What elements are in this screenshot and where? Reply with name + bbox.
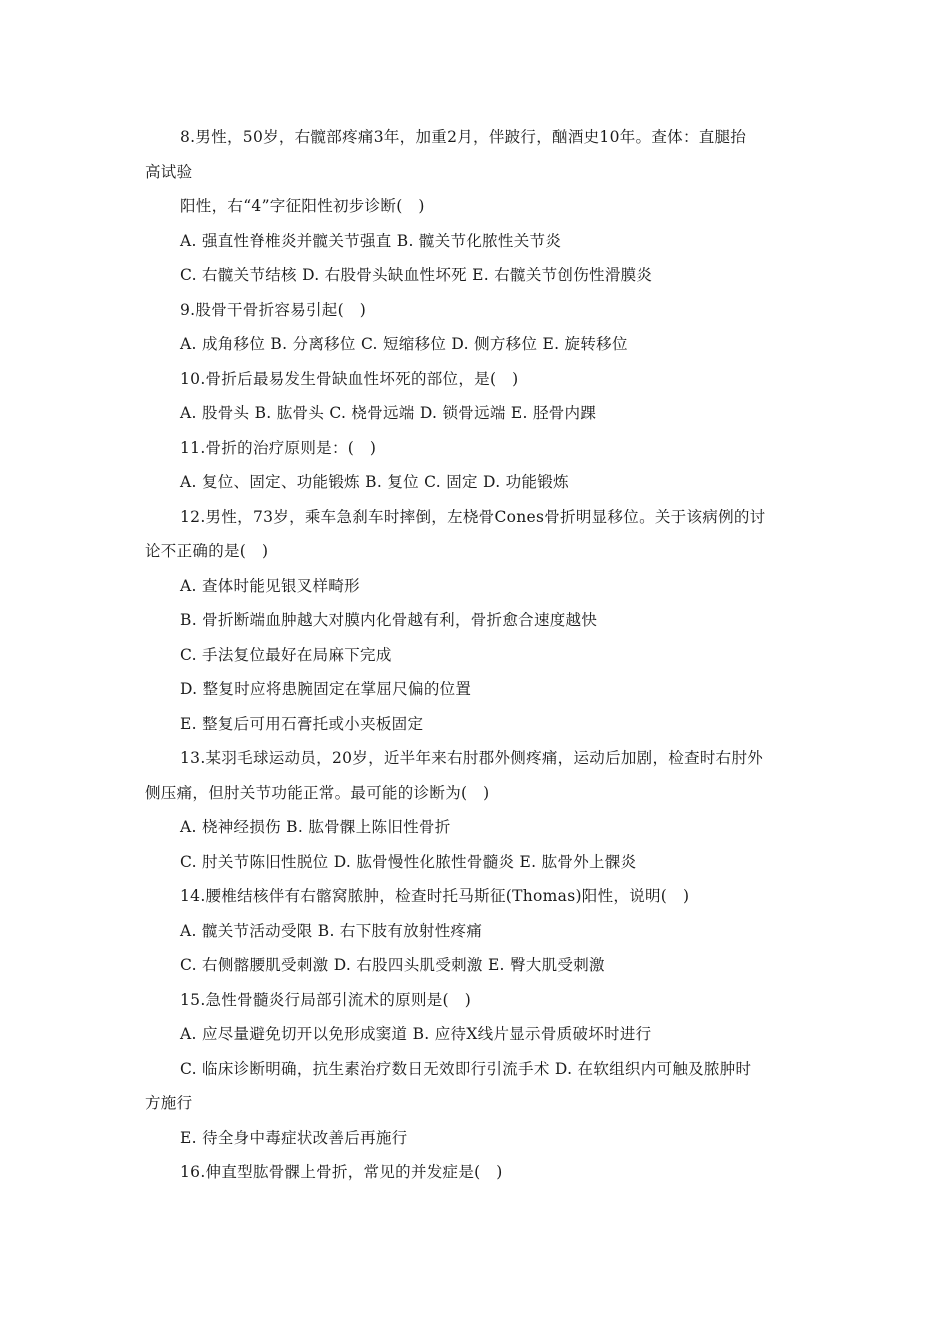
text-line: A. 查体时能见银叉样畸形 xyxy=(180,576,360,595)
text-line: A. 成角移位 B. 分离移位 C. 短缩移位 D. 侧方移位 E. 旋转移位 xyxy=(180,335,628,353)
text-line: 10.骨折后最易发生骨缺血性坏死的部位，是( ) xyxy=(180,369,519,388)
text-line: C. 肘关节陈旧性脱位 D. 肱骨慢性化脓性骨髓炎 E. 肱骨外上髁炎 xyxy=(180,852,637,871)
text-line: 侧压痛，但肘关节功能正常。最可能的诊断为( ) xyxy=(145,783,490,802)
text-line: A. 股骨头 B. 肱骨头 C. 桡骨远端 D. 锁骨远端 E. 胫骨内踝 xyxy=(180,404,597,422)
text-line: A. 桡神经损伤 B. 肱骨髁上陈旧性骨折 xyxy=(180,818,451,836)
text-line: 高试验 xyxy=(145,162,193,181)
text-line: A. 强直性脊椎炎并髋关节强直 B. 髋关节化脓性关节炎 xyxy=(180,231,562,250)
text-line: 13.某羽毛球运动员，20岁，近半年来右肘郡外侧疼痛，运动后加剧，检查时右肘外 xyxy=(180,749,764,767)
text-line: 8.男性，50岁，右髋部疼痛3年，加重2月，伴跛行，酗酒史10年。查体：直腿抬 xyxy=(180,128,747,146)
text-line: 14.腰椎结核伴有右髂窝脓肿，检查时托马斯征(Thomas)阳性，说明( ) xyxy=(180,887,690,905)
text-line: C. 临床诊断明确，抗生素治疗数日无效即行引流手术 D. 在软组织内可触及脓肿时 xyxy=(180,1059,752,1078)
text-line: 9.股骨干骨折容易引起( ) xyxy=(180,300,367,319)
text-line: 12.男性，73岁，乘车急刹车时摔倒，左桡骨Cones骨折明显移位。关于该病例的讨 xyxy=(180,507,766,526)
text-line: A. 髋关节活动受限 B. 右下肢有放射性疼痛 xyxy=(180,921,483,940)
text-line: C. 右侧髂腰肌受刺激 D. 右股四头肌受刺激 E. 臀大肌受刺激 xyxy=(180,956,605,974)
text-line: A. 复位、固定、功能锻炼 B. 复位 C. 固定 D. 功能锻炼 xyxy=(180,473,569,491)
text-line: B. 骨折断端血肿越大对膜内化骨越有利，骨折愈合速度越快 xyxy=(180,611,598,629)
text-line: 方施行 xyxy=(145,1094,193,1112)
text-line: E. 整复后可用石膏托或小夹板固定 xyxy=(180,714,424,733)
document-body xyxy=(145,120,805,1190)
text-line: C. 右髋关节结核 D. 右股骨头缺血性坏死 E. 右髋关节创伤性滑膜炎 xyxy=(180,266,653,284)
text-line: 15.急性骨髓炎行局部引流术的原则是( ) xyxy=(180,990,472,1009)
text-line: D. 整复时应将患腕固定在掌屈尺偏的位置 xyxy=(180,680,472,698)
text-line: C. 手法复位最好在局麻下完成 xyxy=(180,645,392,664)
text-line: A. 应尽量避免切开以免形成窦道 B. 应待X线片显示骨质破坏时进行 xyxy=(180,1025,652,1043)
text-line: 11.骨折的治疗原则是：( ) xyxy=(180,438,377,457)
text-line: 16.伸直型肱骨髁上骨折，常见的并发症是( ) xyxy=(180,1163,503,1181)
text-line: E. 待全身中毒症状改善后再施行 xyxy=(180,1128,408,1147)
text-line: 阳性，右“4”字征阳性初步诊断( ) xyxy=(180,197,425,215)
text-line: 论不正确的是( ) xyxy=(145,542,269,560)
